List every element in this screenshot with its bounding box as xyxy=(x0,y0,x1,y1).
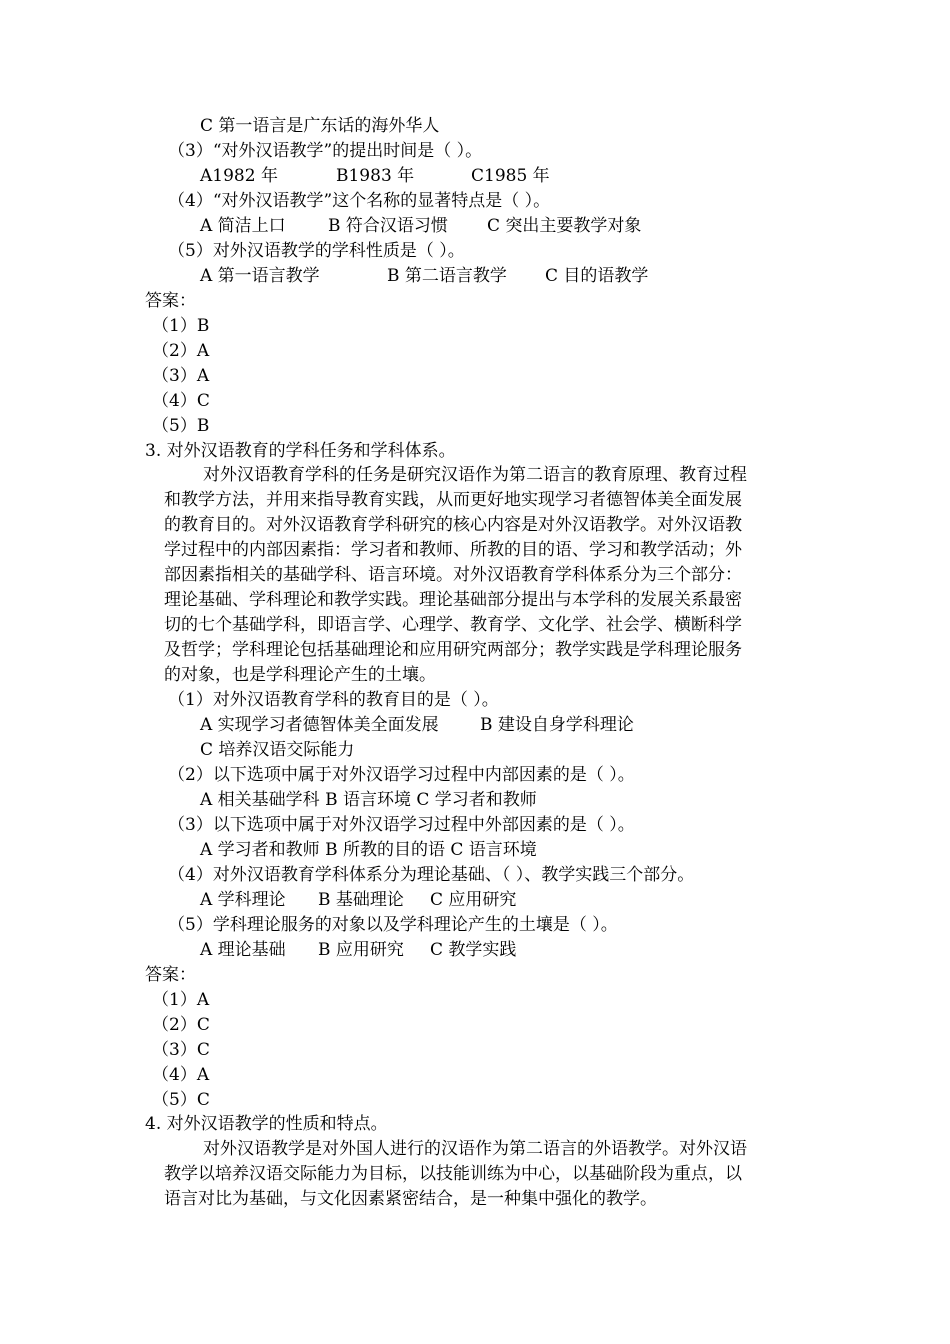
option-b: B 符合汉语习惯 xyxy=(328,216,448,236)
answer-item: （3）C xyxy=(152,1040,210,1060)
option-a: A 学科理论 xyxy=(200,890,286,910)
option-a: A1982 年 xyxy=(200,166,278,186)
answer-item: （1）B xyxy=(152,316,210,336)
option-a: A 第一语言教学 xyxy=(200,266,320,286)
paragraph-line: 和教学方法，并用来指导教育实践，从而更好地实现学习者德智体美全面发展 xyxy=(164,490,742,510)
answer-item: （5）B xyxy=(152,416,210,436)
question-stem: （5）对外汉语教学的学科性质是（ ）。 xyxy=(168,241,465,261)
answer-item: （4）C xyxy=(152,391,210,411)
option-line: A 相关基础学科 B 语言环境 C 学习者和教师 xyxy=(200,790,537,810)
option-b: B1983 年 xyxy=(336,166,415,186)
option-b: B 第二语言教学 xyxy=(387,266,507,286)
question-stem: （3）“对外汉语教学”的提出时间是（ ）。 xyxy=(168,141,483,161)
option-c: C 培养汉语交际能力 xyxy=(200,740,355,760)
option-a: A 实现学习者德智体美全面发展 xyxy=(200,715,439,735)
answers-label: 答案： xyxy=(145,291,196,311)
paragraph-line: 教学以培养汉语交际能力为目标，以技能训练为中心，以基础阶段为重点，以 xyxy=(164,1164,742,1184)
option-b: B 应用研究 xyxy=(318,940,404,960)
option-c: C 教学实践 xyxy=(430,940,517,960)
paragraph-line: 的对象，也是学科理论产生的土壤。 xyxy=(164,665,436,685)
paragraph-line: 学过程中的内部因素指：学习者和教师、所教的目的语、学习和教学活动；外 xyxy=(164,540,742,560)
question-stem: （4）“对外汉语教学”这个名称的显著特点是（ ）。 xyxy=(168,191,551,211)
section-heading: 4. 对外汉语教学的性质和特点。 xyxy=(145,1114,388,1134)
paragraph-line: 及哲学；学科理论包括基础理论和应用研究两部分；教学实践是学科理论服务 xyxy=(164,640,742,660)
option-a: A 理论基础 xyxy=(200,940,286,960)
paragraph-line: 对外汉语教学是对外国人进行的汉语作为第二语言的外语教学。对外汉语 xyxy=(203,1139,747,1159)
paragraph-line: 对外汉语教育学科的任务是研究汉语作为第二语言的教育原理、教育过程 xyxy=(203,465,747,485)
option-line: A 学习者和教师 B 所教的目的语 C 语言环境 xyxy=(200,840,537,860)
question-stem: （3）以下选项中属于对外汉语学习过程中外部因素的是（ ）。 xyxy=(168,815,635,835)
option-c: C 突出主要教学对象 xyxy=(487,216,642,236)
paragraph-line: 部因素指相关的基础学科、语言环境。对外汉语教育学科体系分为三个部分： xyxy=(164,565,742,585)
option-a: A 简洁上口 xyxy=(200,216,286,236)
option-b: B 基础理论 xyxy=(318,890,404,910)
question-stem: （1）对外汉语教育学科的教育目的是（ ）。 xyxy=(168,690,499,710)
option-c: C 应用研究 xyxy=(430,890,517,910)
answer-item: （2）C xyxy=(152,1015,210,1035)
section-heading: 3. 对外汉语教育的学科任务和学科体系。 xyxy=(145,441,456,461)
answer-item: （2）A xyxy=(152,341,210,361)
answer-item: （4）A xyxy=(152,1065,210,1085)
answer-item: （5）C xyxy=(152,1090,210,1110)
option-c: C1985 年 xyxy=(471,166,550,186)
paragraph-line: 理论基础、学科理论和教学实践。理论基础部分提出与本学科的发展关系最密 xyxy=(164,590,742,610)
question-stem: （4）对外汉语教育学科体系分为理论基础、（ ）、教学实践三个部分。 xyxy=(168,865,695,885)
paragraph-line: 切的七个基础学科，即语言学、心理学、教育学、文化学、社会学、横断科学 xyxy=(164,615,742,635)
option-c: C 目的语教学 xyxy=(545,266,649,286)
paragraph-line: 的教育目的。对外汉语教育学科研究的核心内容是对外汉语教学。对外汉语教 xyxy=(164,515,742,535)
option-b: B 建设自身学科理论 xyxy=(480,715,634,735)
question-stem: （5）学科理论服务的对象以及学科理论产生的土壤是（ ）。 xyxy=(168,915,618,935)
answer-item: （1）A xyxy=(152,990,210,1010)
answers-label: 答案： xyxy=(145,965,196,985)
paragraph-line: 语言对比为基础，与文化因素紧密结合，是一种集中强化的教学。 xyxy=(164,1189,657,1209)
option-text: C 第一语言是广东话的海外华人 xyxy=(200,116,440,136)
question-stem: （2）以下选项中属于对外汉语学习过程中内部因素的是（ ）。 xyxy=(168,765,635,785)
answer-item: （3）A xyxy=(152,366,210,386)
